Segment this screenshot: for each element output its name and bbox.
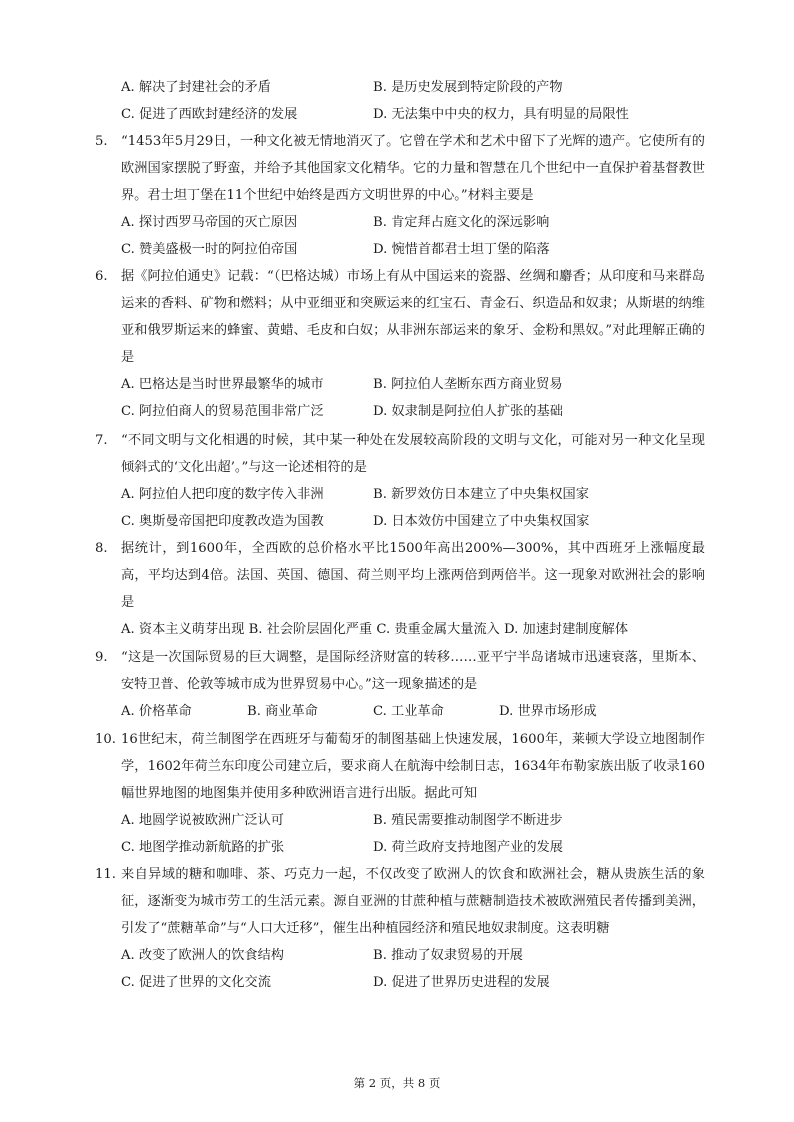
question-10 xyxy=(95,726,705,861)
option-c: C. 工业革命 xyxy=(373,704,444,719)
option-a: A. 探讨西罗马帝国的灭亡原因 xyxy=(121,215,298,230)
option-row xyxy=(121,74,705,101)
option-b: B. 肯定拜占庭文化的深远影响 xyxy=(373,215,550,230)
option-d: D. 奴隶制是阿拉伯人扩张的基础 xyxy=(373,404,563,419)
option-a: A. 巴格达是当时世界最繁华的城市 xyxy=(121,377,324,392)
option-row xyxy=(121,807,705,834)
option-b: B. 商业革命 xyxy=(247,704,318,719)
question-4-options-block xyxy=(95,74,705,128)
option-row xyxy=(121,101,705,128)
option-d: D. 日本效仿中国建立了中央集权国家 xyxy=(373,514,590,529)
question-stem: 16世纪末，荷兰制图学在西班牙与葡萄牙的制图基础上快速发展，1600年，莱顿大学设立地图制作学，1602年荷兰东印度公司建立后，要求商人在航海中绘制日志，1634年布勒家族出版了收录160幅世界地图的地图集并使用多种欧洲语言进行出版。据此可知 xyxy=(121,732,705,801)
question-7 xyxy=(95,427,705,535)
option-b: B. 阿拉伯人垄断东西方商业贸易 xyxy=(373,377,563,392)
option-d: D. 荷兰政府支持地图产业的发展 xyxy=(373,840,563,855)
option-a: A. 阿拉伯人把印度的数字传入非洲 xyxy=(121,487,324,502)
option-c: C. 促进了西欧封建经济的发展 xyxy=(121,107,298,122)
question-stem: 来自异域的糖和咖啡、茶、巧克力一起，不仅改变了欧洲人的饮食和欧洲社会，糖从贵族生活的象征，逐渐变为城市劳工的生活元素。源自亚洲的甘蔗种植与蔗糖制造技术被欧洲殖民者传播到美洲，引发了“蔗糖革命”与“人口大迁移”，催生出种植园经济和殖民地奴隶制度。这表明糖 xyxy=(121,867,705,936)
question-number: 8. xyxy=(95,541,108,556)
option-row xyxy=(121,236,705,263)
option-d: D. 促进了世界历史进程的发展 xyxy=(373,975,550,990)
option-row xyxy=(121,209,705,236)
question-11 xyxy=(95,861,705,996)
page-footer: 第 2 页，共 8 页 xyxy=(353,1076,441,1090)
option-row xyxy=(121,969,705,996)
option-row xyxy=(121,942,705,969)
option-row xyxy=(121,398,705,425)
option-d: D. 惋惜首都君士坦丁堡的陷落 xyxy=(373,242,550,257)
option-row xyxy=(121,834,705,861)
option-c: C. 地图学推动新航路的扩张 xyxy=(121,840,285,855)
option-b: B. 是历史发展到特定阶段的产物 xyxy=(373,80,563,95)
question-6 xyxy=(95,263,705,425)
question-5 xyxy=(95,128,705,263)
options-line: A. 资本主义萌芽出现 B. 社会阶层固化严重 C. 贵重金属大量流入 D. 加速封建制度解体 xyxy=(121,622,629,637)
option-d: D. 无法集中中央的权力，具有明显的局限性 xyxy=(373,107,629,122)
question-stem: 据《阿拉伯通史》记载：“（巴格达城）市场上有从中国运来的瓷器、丝绸和麝香；从印度和马来群岛运来的香料、矿物和燃料；从中亚细亚和突厥运来的红宝石、青金石、织造品和奴隶；从斯堪的纳维亚和俄罗斯运来的蜂蜜、黄蜡、毛皮和白奴；从非洲东部运来的象牙、金粉和黑奴。”对此理解正确的是 xyxy=(121,269,705,365)
option-c: C. 促进了世界的文化交流 xyxy=(121,975,271,990)
question-number: 10. xyxy=(95,732,116,747)
option-a: A. 改变了欧洲人的饮食结构 xyxy=(121,948,284,963)
question-number: 7. xyxy=(95,433,108,448)
option-row xyxy=(121,371,705,398)
option-row xyxy=(121,508,705,535)
question-number: 5. xyxy=(95,134,108,149)
option-row xyxy=(121,481,705,508)
question-stem: “不同文明与文化相遇的时候，其中某一种处在发展较高阶段的文明与文化，可能对另一种文化呈现倾斜式的‘文化出超’。”与这一论述相符的是 xyxy=(121,433,705,475)
option-d: D. 世界市场形成 xyxy=(499,704,597,719)
option-b: B. 推动了奴隶贸易的开展 xyxy=(373,948,523,963)
question-stem: “这是一次国际贸易的巨大调整，是国际经济财富的转移……亚平宁半岛诸城市迅速衰落，里斯本、安特卫普、伦敦等城市成为世界贸易中心。”这一现象描述的是 xyxy=(121,650,705,692)
option-a: A. 价格革命 xyxy=(121,704,192,719)
question-number: 11. xyxy=(95,867,116,882)
option-row xyxy=(121,698,705,725)
question-number: 6. xyxy=(95,269,108,284)
option-c: C. 阿拉伯商人的贸易范围非常广泛 xyxy=(121,404,324,419)
question-stem: 据统计，到1600年，全西欧的总价格水平比1500年高出200%—300%，其中西班牙上涨幅度最高，平均达到4倍。法国、英国、德国、荷兰则平均上涨两倍到两倍半。这一现象对欧洲社会的影响是 xyxy=(121,541,705,610)
question-8 xyxy=(95,535,705,643)
option-a: A. 解决了封建社会的矛盾 xyxy=(121,80,271,95)
option-a: A. 地圆学说被欧洲广泛认可 xyxy=(121,813,284,828)
question-number: 9. xyxy=(95,650,108,665)
option-b: B. 殖民需要推动制图学不断进步 xyxy=(373,813,563,828)
option-b: B. 新罗效仿日本建立了中央集权国家 xyxy=(373,487,589,502)
option-c: C. 赞美盛极一时的阿拉伯帝国 xyxy=(121,242,298,257)
question-stem: “1453年5月29日，一种文化被无情地消灭了。它曾在学术和艺术中留下了光辉的遗产。它使所有的欧洲国家摆脱了野蛮，并给予其他国家文化精华。它的力量和智慧在几个世纪中一直保护着基督教世界。君士坦丁堡在11个世纪中始终是西方文明世界的中心。”材料主要是 xyxy=(121,134,705,203)
option-c: C. 奥斯曼帝国把印度教改造为国教 xyxy=(121,514,324,529)
question-9 xyxy=(95,644,705,725)
